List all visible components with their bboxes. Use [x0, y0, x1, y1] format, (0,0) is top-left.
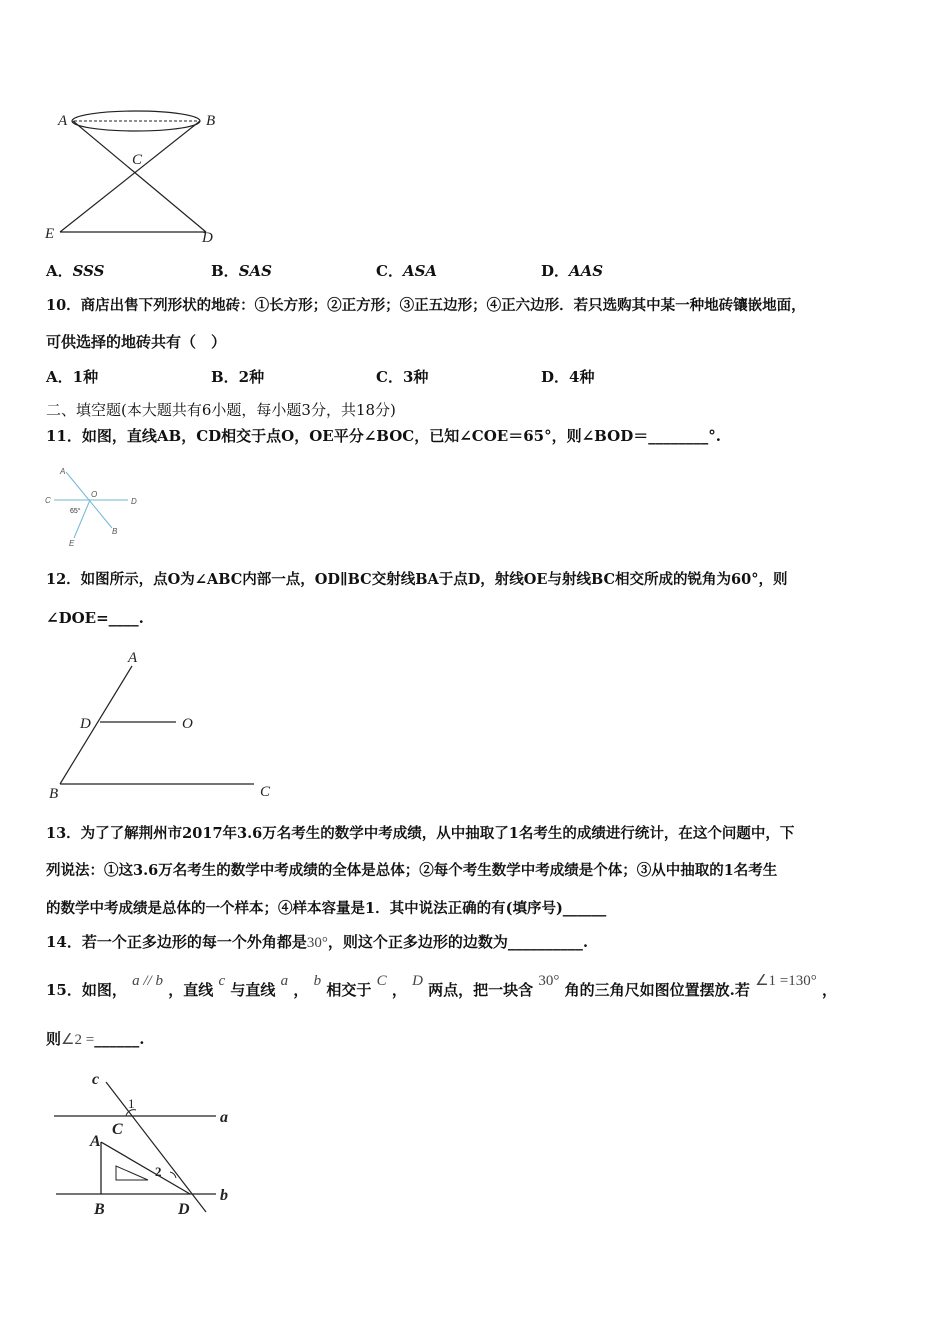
label-C: C	[260, 784, 271, 800]
line-AD	[73, 121, 206, 232]
label-C: C	[112, 1121, 123, 1138]
label-D: D	[202, 230, 213, 246]
q12-line2: ∠DOE=____.	[46, 609, 144, 627]
q15-line1: 15．如图， a // b ，直线 c 与直线 a ， b 相交于 C ， D 两点，把一块含 30° 角的三角尺如图位置摆放.若 ∠1 =130° ，	[46, 973, 837, 999]
figure-q9	[40, 100, 240, 250]
label-D: D	[178, 1201, 190, 1218]
q13-line2: 列说法：①这3.6万名考生的数学中考成绩的全体是总体；②每个考生数学中考成绩是个体；③从中抽取的1名考生	[46, 862, 778, 879]
figure-q11	[40, 462, 150, 552]
label-O: O	[91, 490, 98, 499]
q9-option-c: C．ASA	[376, 262, 438, 280]
q15-line2: 则∠2 =______.	[46, 1030, 145, 1048]
q10-option-b: B．2种	[211, 368, 265, 386]
label-E: E	[45, 226, 55, 242]
section-heading: 二、填空题(本大题共有6小题，每小题3分，共18分)	[46, 401, 396, 419]
inner-triangle	[116, 1166, 148, 1180]
angle-2-arc	[170, 1172, 176, 1178]
label-2: 2	[155, 1164, 162, 1179]
label-E: E	[69, 539, 75, 548]
figure-q15	[44, 1068, 244, 1218]
label-A: A	[60, 467, 66, 476]
label-B: B	[112, 527, 118, 536]
q13-line3: 的数学中考成绩是总体的一个样本；④样本容量是1．其中说法正确的有(填序号)______	[46, 900, 607, 917]
label-A: A	[90, 1133, 101, 1150]
q10-line1: 10．商店出售下列形状的地砖：①长方形；②正方形；③正五边形；④正六边形．若只选购其中某一种地砖镶嵌地面，	[46, 297, 806, 314]
triangle-AD	[101, 1142, 190, 1194]
q12-line1: 12．如图所示，点O为∠ABC内部一点，OD∥BC交射线BA于点D，射线OE与射线BC相交所成的锐角为60°，则	[46, 571, 788, 588]
label-65: 65°	[70, 508, 81, 515]
q10-option-d: D．4种	[541, 368, 595, 386]
q10-option-a: A．1种	[46, 368, 99, 386]
q9-option-d: D．AAS	[541, 262, 604, 280]
label-a: a	[220, 1109, 228, 1126]
line-c	[106, 1082, 206, 1212]
q13-line1: 13．为了了解荆州市2017年3.6万名考生的数学中考成绩，从中抽取了1名考生的成绩进行统计，在这个问题中，下	[46, 825, 795, 842]
label-B: B	[206, 113, 216, 129]
ray-BA	[60, 666, 132, 784]
label-O: O	[182, 716, 193, 732]
label-C: C	[132, 152, 143, 168]
label-B: B	[49, 786, 59, 802]
label-C: C	[45, 496, 51, 505]
q10-line2: 可供选择的地砖共有（ ）	[46, 333, 227, 351]
label-D: D	[80, 716, 91, 732]
label-b: b	[220, 1187, 228, 1204]
label-B: B	[94, 1201, 105, 1218]
line-OE	[74, 500, 90, 538]
figure-q12	[44, 644, 284, 804]
label-A: A	[128, 650, 138, 666]
q11-text: 11．如图，直线AB，CD相交于点O，OE平分∠BOC，已知∠COE＝65°，则∠BOD＝________°.	[46, 427, 721, 445]
q14-angle: 30°	[306, 935, 328, 951]
q10-option-c: C．3种	[376, 368, 429, 386]
label-c: c	[92, 1071, 100, 1088]
line-BE	[60, 121, 200, 232]
label-D: D	[131, 497, 137, 506]
label-A: A	[58, 113, 68, 129]
q14-text: 14．若一个正多边形的每一个外角都是30°，则这个正多边形的边数为__________.	[46, 933, 589, 951]
label-1: 1	[128, 1096, 135, 1111]
q9-option-b: B．SAS	[211, 262, 272, 280]
q9-option-a: A．SSS	[46, 262, 105, 280]
